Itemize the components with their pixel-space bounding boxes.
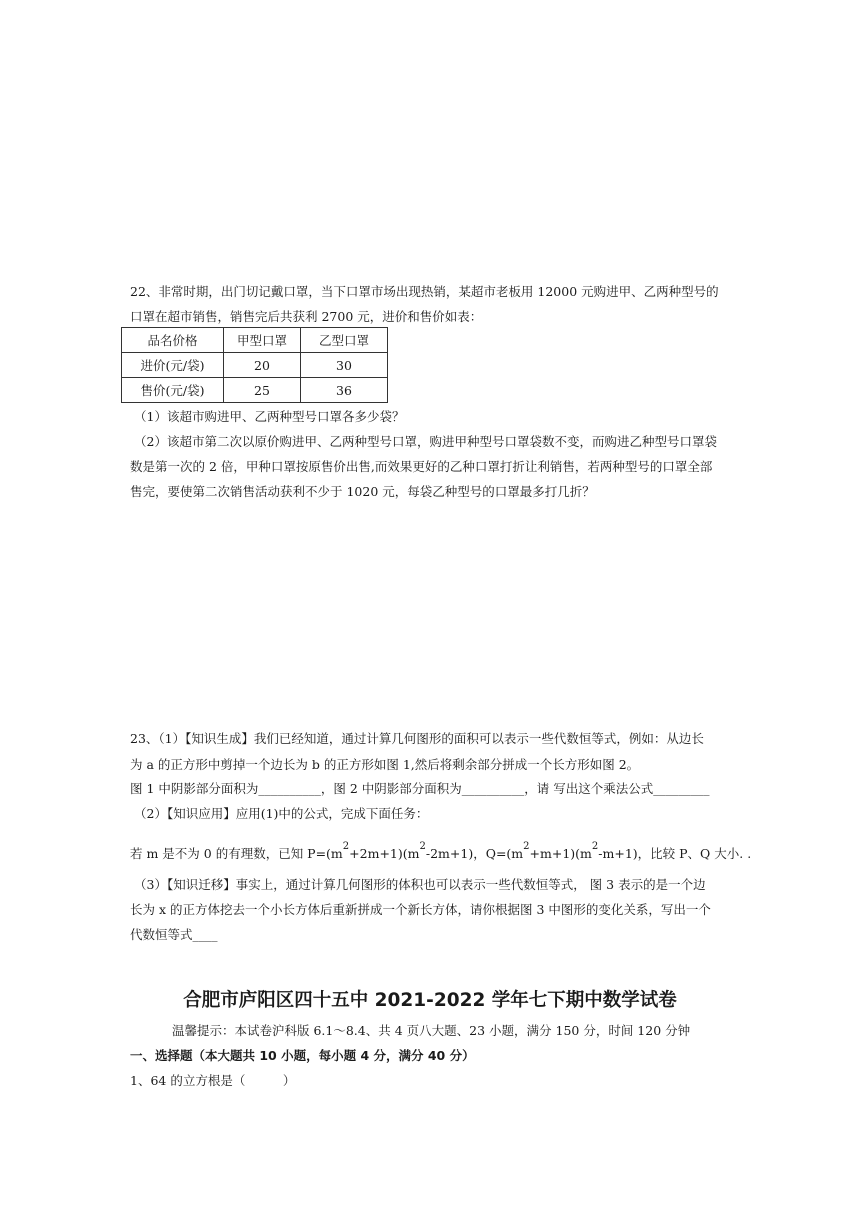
formula-part: +2m+1)(m (349, 846, 420, 861)
table-cell: 36 (301, 378, 388, 403)
formula-part: -m+1)，比较 P、Q 大小. . (598, 846, 752, 861)
q23-line-6: （3）【知识迁移】事实上，通过计算几何图形的体积也可以表示一些代数恒等式， 图 3 表示的是一个边 (134, 877, 706, 892)
formula-part: 若 m 是不为 0 的有理数，已知 P=(m (130, 846, 343, 861)
question-1: 1、64 的立方根是（ ） (130, 1073, 296, 1088)
formula-part: +m+1)(m (529, 846, 592, 861)
q23-line-8: 代数恒等式____ (130, 927, 218, 942)
exam-tip: 温馨提示：本试卷沪科版 6.1～8.4、共 4 页八大题、23 小题，满分 150 分，时间 120 分钟 (172, 1023, 691, 1038)
q23-formula-line (130, 841, 752, 865)
table-cell: 售价(元/袋) (122, 378, 224, 403)
section-heading: 一、选择题（本大题共 10 小题，每小题 4 分，满分 40 分） (130, 1048, 475, 1063)
table-cell: 20 (224, 353, 301, 378)
price-table (121, 327, 388, 403)
exponent: 2 (591, 841, 599, 852)
table-header-row (122, 328, 388, 353)
q22-line-2: 口罩在超市销售，销售完后共获利 2700 元，进价和售价如表： (130, 309, 483, 324)
exponent: 2 (523, 841, 530, 852)
q23-line-3: 图 1 中阴影部分面积为__________，图 2 中阴影部分面积为__________，请 写出这个乘法公式_________ (130, 781, 710, 796)
q23-line-2: 为 a 的正方形中剪掉一个边长为 b 的正方形如图 1,然后将剩余部分拼成一个长方形如图 2。 (130, 757, 640, 772)
exam-title: 合肥市庐阳区四十五中 2021-2022 学年七下期中数学试卷 (183, 990, 677, 1011)
table-row (122, 353, 388, 378)
table-header-cell: 甲型口罩 (224, 328, 301, 353)
q22-part-1: （1）该超市购进甲、乙两种型号口罩各多少袋？ (134, 409, 405, 424)
q23-line-4: （2）【知识应用】应用(1)中的公式，完成下面任务： (134, 806, 429, 821)
exponent: 2 (419, 841, 426, 852)
q23-line-1: 23、（1）【知识生成】我们已经知道，通过计算几何图形的面积可以表示一些代数恒等式，例如：从边长 (130, 731, 704, 746)
table-header-cell: 乙型口罩 (301, 328, 388, 353)
exponent: 2 (342, 841, 350, 852)
table-cell: 30 (301, 353, 388, 378)
q22-part-2-line-2: 数是第一次的 2 倍，甲种口罩按原售价出售,而效果更好的乙种口罩打折让利销售，若两种型号的口罩全部 (130, 459, 713, 474)
table-cell: 25 (224, 378, 301, 403)
table-cell: 进价(元/袋) (122, 353, 224, 378)
formula-part: -2m+1)，Q=(m (425, 846, 524, 861)
table-header-cell: 品名价格 (122, 328, 224, 353)
q22-part-2-line-1: （2）该超市第二次以原价购进甲、乙两种型号口罩，购进甲种型号口罩袋数不变，而购进乙种型号口罩袋 (134, 434, 717, 449)
table-row (122, 378, 388, 403)
q22-line-1: 22、非常时期，出门切记戴口罩，当下口罩市场出现热销，某超市老板用 12000 元购进甲、乙两种型号的 (130, 284, 719, 299)
q23-line-7: 长为 x 的正方体挖去一个小长方体后重新拼成一个新长方体，请你根据图 3 中图形的变化关系，写出一个 (130, 902, 711, 917)
q22-part-2-line-3: 售完，要使第二次销售活动获利不少于 1020 元，每袋乙种型号的口罩最多打几折？ (130, 484, 595, 499)
